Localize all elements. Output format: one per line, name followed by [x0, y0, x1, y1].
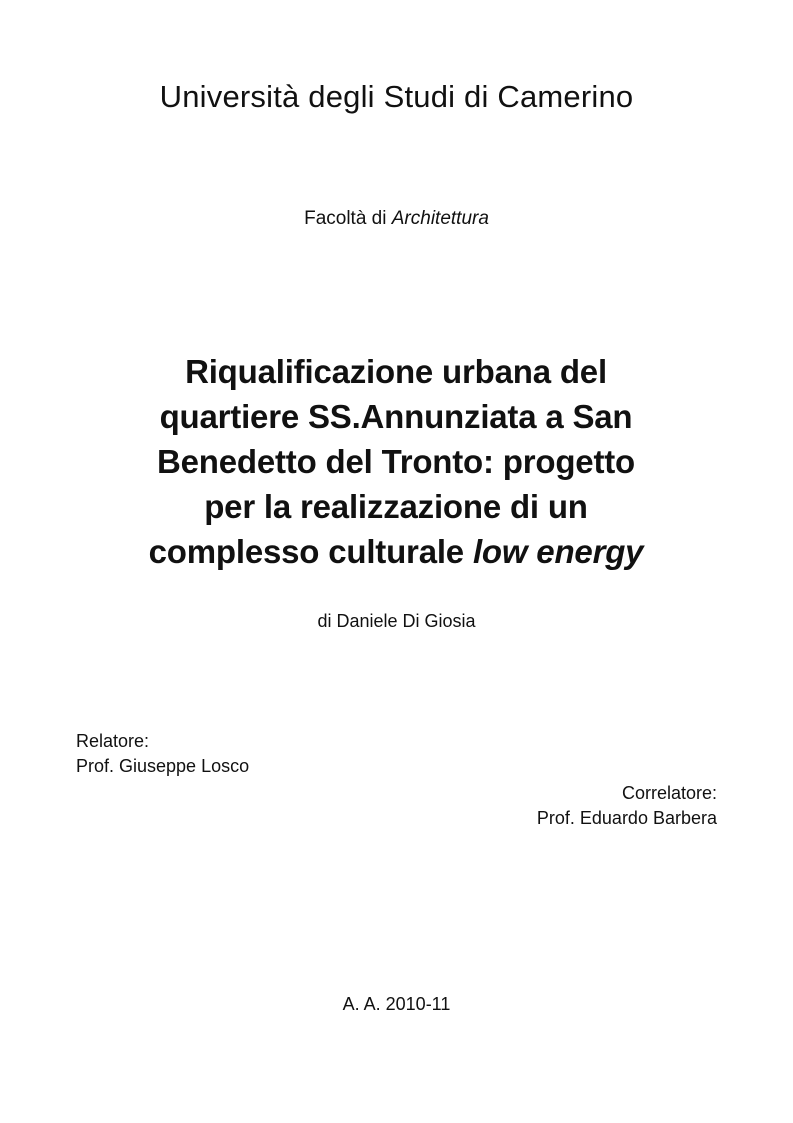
- university-name: Università degli Studi di Camerino: [159, 79, 634, 114]
- title-line-1: Riqualificazione urbana del: [185, 353, 607, 390]
- faculty-name: Architettura: [391, 208, 489, 229]
- coadvisor-block: [537, 781, 717, 831]
- advisor-name: Prof. Giuseppe Losco: [76, 756, 250, 776]
- title-line-3: Benedetto del Tronto: progetto: [157, 443, 635, 480]
- thesis-title: [96, 349, 696, 574]
- academic-year: A. A. 2010-11: [342, 994, 451, 1014]
- title-line-5-prefix: complesso culturale: [148, 533, 473, 570]
- faculty-prefix: Facoltà di: [304, 208, 392, 229]
- coadvisor-name: Prof. Eduardo Barbera: [536, 808, 717, 828]
- title-line-4: per la realizzazione di un: [204, 488, 588, 525]
- advisor-block: [76, 729, 249, 779]
- faculty-line: [0, 207, 793, 231]
- title-line-5-italic: low energy: [472, 533, 644, 570]
- advisor-label: Relatore:: [76, 731, 150, 751]
- title-line-2: quartiere SS.Annunziata a San: [159, 398, 633, 435]
- title-line-5: [96, 529, 696, 574]
- author-line: di Daniele Di Giosia: [317, 611, 476, 631]
- coadvisor-label: Correlatore:: [621, 783, 717, 803]
